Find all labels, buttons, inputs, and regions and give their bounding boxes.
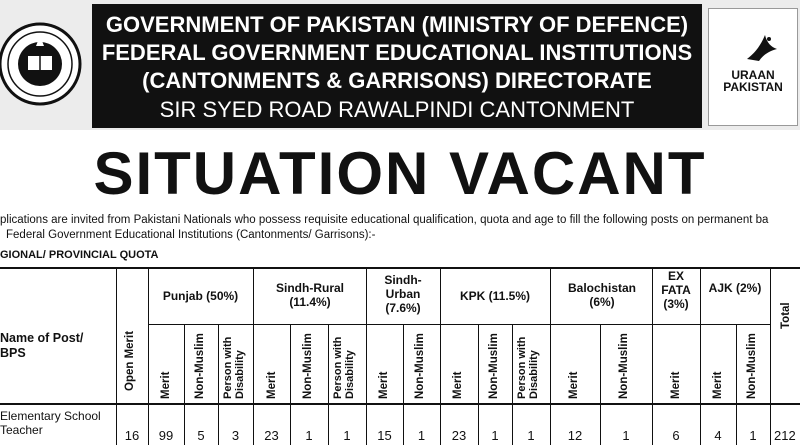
value-cell: 23	[264, 428, 279, 443]
sub-header: Person with Disability	[332, 336, 356, 399]
bird-icon	[745, 31, 779, 63]
group-header-ex-fata: EX FATA (3%)	[661, 269, 691, 311]
sub-header: Merit	[160, 371, 172, 399]
vacancy-table	[0, 267, 800, 445]
sub-header: Merit	[452, 371, 464, 399]
sub-header: Non-Muslim	[414, 333, 426, 399]
header-line-1: GOVERNMENT OF PAKISTAN (MINISTRY OF DEFENCE)	[105, 12, 689, 37]
sub-header: Non-Muslim	[194, 333, 206, 399]
group-header-kpk: KPK (11.5%)	[459, 289, 531, 303]
group-header-ajk: AJK (2%)	[708, 281, 762, 295]
header	[0, 0, 800, 130]
directorate-seal-logo	[0, 6, 92, 126]
header-address: SIR SYED ROAD RAWALPINDI CANTONMENT	[159, 97, 635, 122]
value-cell: 1	[622, 428, 630, 443]
value-cell: 1	[491, 428, 499, 443]
header-title-band	[92, 4, 702, 128]
value-cell: 4	[714, 428, 722, 443]
quota-heading: GIONAL/ PROVINCIAL QUOTA	[0, 249, 159, 261]
value-cell: 1	[417, 428, 426, 443]
sub-header: Non-Muslim	[488, 333, 500, 399]
sub-header: Non-Muslim	[746, 333, 758, 399]
sub-header: Merit	[378, 371, 390, 399]
value-cell: 5	[197, 428, 205, 443]
value-cell: 99	[158, 428, 174, 443]
value-cell: 15	[377, 428, 392, 443]
name-of-post-header: Name of Post/ BPS	[0, 331, 84, 360]
open-merit-header: Open Merit	[124, 330, 136, 391]
total-header: Total	[780, 302, 792, 329]
notice-title: SITUATION VACANT	[93, 140, 707, 207]
group-header-sindh-urban: Sindh-Urban (7.6%)	[384, 273, 422, 315]
sub-header: Person with Disability	[222, 336, 246, 399]
value-cell: 6	[672, 428, 680, 443]
intro-line-2: Federal Government Educational Institutions (Cantonments/ Garrisons):-	[6, 229, 376, 241]
intro-text	[0, 213, 800, 243]
group-header-punjab: Punjab (50%)	[162, 289, 239, 303]
group-header-sindh-rural: Sindh-Rural (11.4%)	[276, 281, 344, 309]
group-header-balochistan: Balochistan (6%)	[567, 281, 636, 309]
sub-header: Merit	[712, 371, 724, 399]
uraan-logo-text: URAAN PAKISTAN	[723, 68, 783, 94]
post-name-cell: Elementary School Teacher	[0, 409, 101, 437]
uraan-pakistan-logo	[708, 8, 798, 126]
value-cell: 12	[567, 428, 583, 443]
sub-header: Non-Muslim	[302, 333, 314, 399]
sub-header: Merit	[266, 371, 278, 399]
open-merit-cell: 16	[124, 428, 140, 443]
value-cell: 1	[305, 428, 313, 443]
header-line-2: FEDERAL GOVERNMENT EDUCATIONAL INSTITUTIONS	[101, 40, 693, 65]
value-cell: 1	[749, 428, 757, 443]
sub-header: Merit	[670, 371, 682, 399]
total-cell: 212	[774, 428, 796, 443]
value-cell: 3	[231, 428, 240, 443]
header-line-3: (CANTONMENTS & GARRISONS) DIRECTORATE	[142, 68, 652, 93]
intro-line-1: plications are invited from Pakistani Nationals who possess requisite educational qualification, quota and age to fill the following posts on permanent ba	[0, 214, 769, 226]
sub-header: Non-Muslim	[618, 333, 630, 399]
value-cell: 23	[451, 428, 467, 443]
value-cell: 1	[343, 428, 351, 443]
sub-header: Person with Disability	[516, 336, 540, 399]
sub-header: Merit	[568, 371, 580, 399]
value-cell: 1	[527, 428, 535, 443]
